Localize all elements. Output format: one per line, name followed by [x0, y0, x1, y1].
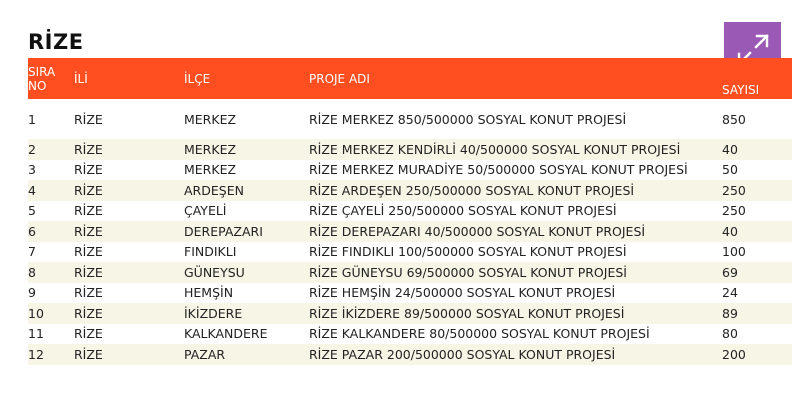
cell-sayisi: 50: [722, 162, 738, 178]
cell-il: RİZE: [74, 182, 103, 198]
cell-proje-adi: RİZE PAZAR 200/500000 SOSYAL KONUT PROJESİ: [309, 346, 616, 362]
cell-ilce: HEMŞİN: [184, 285, 234, 301]
header-proje-adi: PROJE ADI: [309, 71, 370, 86]
cell-il: RİZE: [74, 223, 103, 239]
cell-sira-no: 8: [28, 264, 36, 280]
cell-proje-adi: RİZE FINDIKLI 100/500000 SOSYAL KONUT PROJESİ: [309, 244, 627, 260]
table-row: [28, 221, 792, 242]
cell-proje-adi: RİZE HEMŞİN 24/500000 SOSYAL KONUT PROJESİ: [309, 285, 616, 301]
cell-sayisi: 250: [722, 203, 746, 219]
cell-sira-no: 7: [28, 244, 36, 260]
cell-il: RİZE: [74, 305, 103, 321]
cell-ilce: ÇAYELİ: [184, 203, 227, 219]
cell-il: RİZE: [74, 326, 103, 342]
cell-ilce: FINDIKLI: [184, 244, 237, 260]
cell-sayisi: 200: [722, 346, 746, 362]
cell-sira-no: 2: [28, 141, 36, 157]
cell-il: RİZE: [74, 111, 103, 127]
table-row: [28, 160, 792, 181]
cell-sayisi: 24: [722, 285, 738, 301]
cell-il: RİZE: [74, 203, 103, 219]
table-body: [28, 99, 792, 365]
header-sayisi: SAYISI: [722, 83, 760, 97]
table-row: [28, 99, 792, 139]
cell-sira-no: 6: [28, 223, 36, 239]
cell-proje-adi: RİZE ÇAYELİ 250/500000 SOSYAL KONUT PROJESİ: [309, 203, 617, 219]
cell-il: RİZE: [74, 244, 103, 260]
cell-il: RİZE: [74, 162, 103, 178]
header-ilce: İLÇE: [184, 71, 211, 86]
cell-sira-no: 1: [28, 111, 36, 127]
table-row: [28, 180, 792, 201]
cell-proje-adi: RİZE MERKEZ KENDİRLİ 40/500000 SOSYAL KONUT PROJESİ: [309, 141, 681, 157]
cell-sayisi: 80: [722, 326, 738, 342]
cell-sayisi: 40: [722, 141, 738, 157]
cell-sayisi: 850: [722, 111, 746, 127]
cell-proje-adi: RİZE GÜNEYSU 69/500000 SOSYAL KONUT PROJESİ: [309, 264, 627, 280]
cell-sira-no: 9: [28, 285, 36, 301]
cell-proje-adi: RİZE ARDEŞEN 250/500000 SOSYAL KONUT PROJESİ: [309, 182, 635, 198]
table-row: [28, 139, 792, 160]
cell-ilce: MERKEZ: [184, 111, 237, 127]
cell-il: RİZE: [74, 285, 103, 301]
cell-sayisi: 89: [722, 305, 738, 321]
cell-il: RİZE: [74, 264, 103, 280]
header-sira-label: SIRA: [28, 64, 56, 79]
table-header-row: [28, 58, 792, 99]
cell-ilce: MERKEZ: [184, 141, 237, 157]
cell-il: RİZE: [74, 346, 103, 362]
cell-ilce: İKİZDERE: [184, 305, 243, 321]
cell-ilce: PAZAR: [184, 346, 226, 362]
cell-ilce: MERKEZ: [184, 162, 237, 178]
page-title: RİZE: [28, 30, 84, 54]
cell-sayisi: 69: [722, 264, 738, 280]
cell-proje-adi: RİZE MERKEZ 850/500000 SOSYAL KONUT PROJESİ: [309, 111, 627, 127]
cell-sira-no: 10: [28, 305, 44, 321]
cell-ilce: ARDEŞEN: [184, 182, 244, 198]
table-row: [28, 324, 792, 345]
cell-proje-adi: RİZE İKİZDERE 89/500000 SOSYAL KONUT PROJESİ: [309, 305, 625, 321]
cell-sira-no: 12: [28, 346, 44, 362]
header-no-label: NO: [28, 78, 47, 93]
cell-proje-adi: RİZE KALKANDERE 80/500000 SOSYAL KONUT PROJESİ: [309, 326, 650, 342]
cell-sayisi: 250: [722, 182, 746, 198]
cell-ilce: GÜNEYSU: [184, 264, 245, 280]
table-row: [28, 262, 792, 283]
table-row: [28, 344, 792, 365]
table-row: [28, 303, 792, 324]
cell-sayisi: 40: [722, 223, 738, 239]
table-row: [28, 201, 792, 222]
header-il: İLİ: [74, 71, 88, 86]
cell-proje-adi: RİZE MERKEZ MURADİYE 50/500000 SOSYAL KONUT PROJESİ: [309, 162, 688, 178]
cell-sayisi: 100: [722, 244, 746, 260]
header-sira-no: [28, 58, 74, 99]
cell-sira-no: 3: [28, 162, 36, 178]
projects-table: [28, 58, 792, 365]
cell-sira-no: 11: [28, 326, 44, 342]
cell-ilce: KALKANDERE: [184, 326, 268, 342]
table-row: [28, 242, 792, 263]
cell-ilce: DEREPAZARI: [184, 223, 263, 239]
cell-sira-no: 5: [28, 203, 36, 219]
table-row: [28, 283, 792, 304]
cell-sira-no: 4: [28, 182, 36, 198]
cell-proje-adi: RİZE DEREPAZARI 40/500000 SOSYAL KONUT PROJESİ: [309, 223, 646, 239]
cell-il: RİZE: [74, 141, 103, 157]
